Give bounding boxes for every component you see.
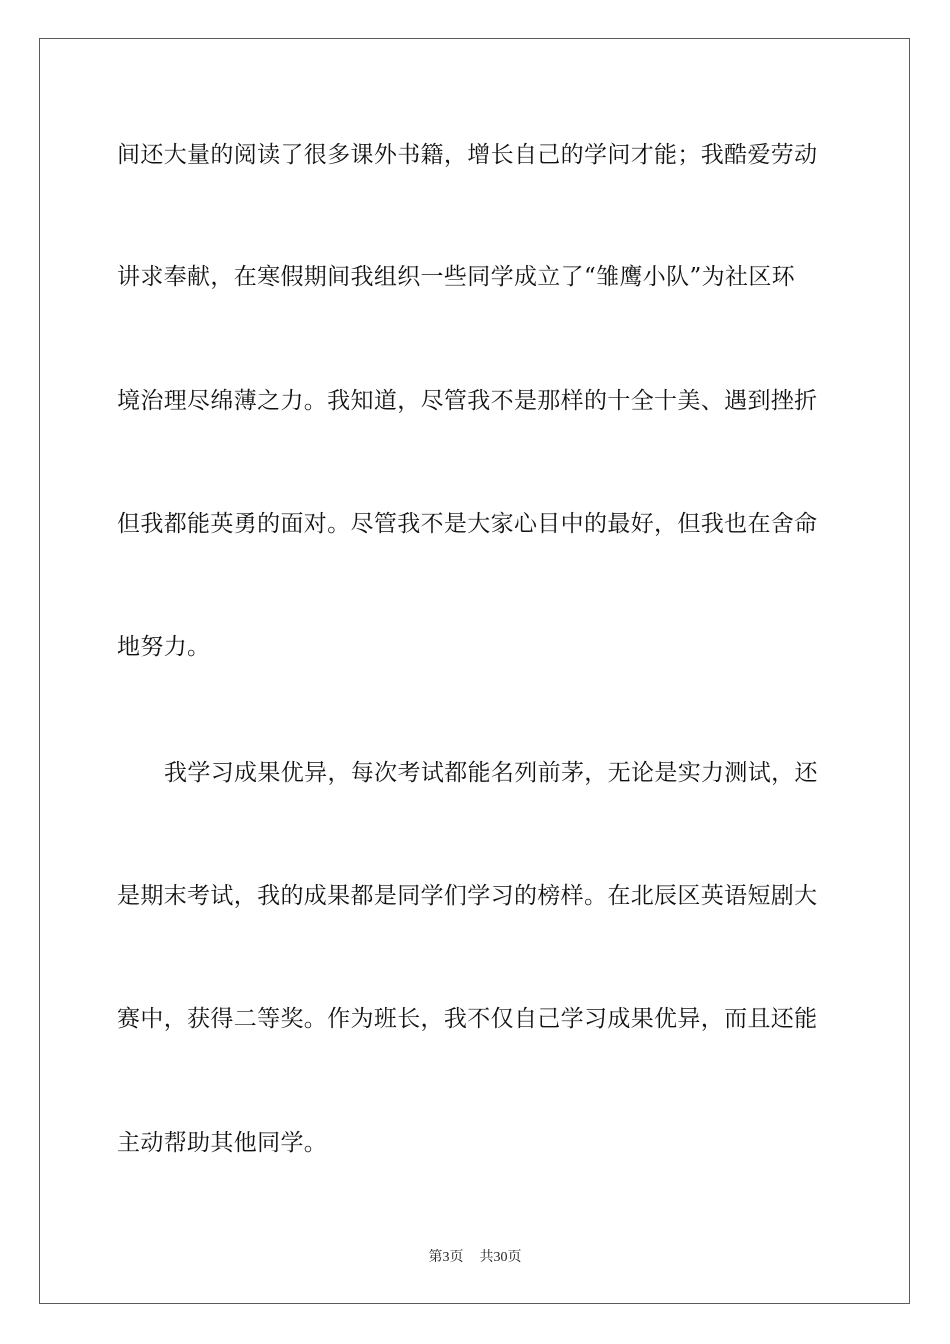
paragraph-2-line-3: 赛中，获得二等奖。作为班长，我不仅自己学习成果优异，而且还能: [117, 1006, 818, 1032]
paragraph-1-line-1: 间还大量的阅读了很多课外书籍，增长自己的学问才能；我酷爱劳动: [117, 142, 818, 168]
paragraph-2-line-2: 是期末考试，我的成果都是同学们学习的榜样。在北辰区英语短剧大: [117, 883, 818, 909]
page-border: [39, 38, 910, 1304]
paragraph-2-line-4: 主动帮助其他同学。: [117, 1130, 328, 1156]
paragraph-1-line-5: 地努力。: [117, 634, 211, 660]
page-number: 第3页: [428, 1250, 464, 1265]
paragraph-1-line-3: 境治理尽绵薄之力。我知道，尽管我不是那样的十全十美、遇到挫折: [117, 388, 818, 414]
total-pages: 共30页: [479, 1250, 522, 1265]
paragraph-1-line-2: 讲求奉献，在寒假期间我组织一些同学成立了“雏鹰小队”为社区环: [117, 264, 796, 290]
page-footer: [0, 1246, 950, 1266]
paragraph-1-line-4: 但我都能英勇的面对。尽管我不是大家心目中的最好，但我也在舍命: [117, 511, 818, 537]
paragraph-2-line-1: 我学习成果优异，每次考试都能名列前茅，无论是实力测试，还: [164, 760, 818, 786]
